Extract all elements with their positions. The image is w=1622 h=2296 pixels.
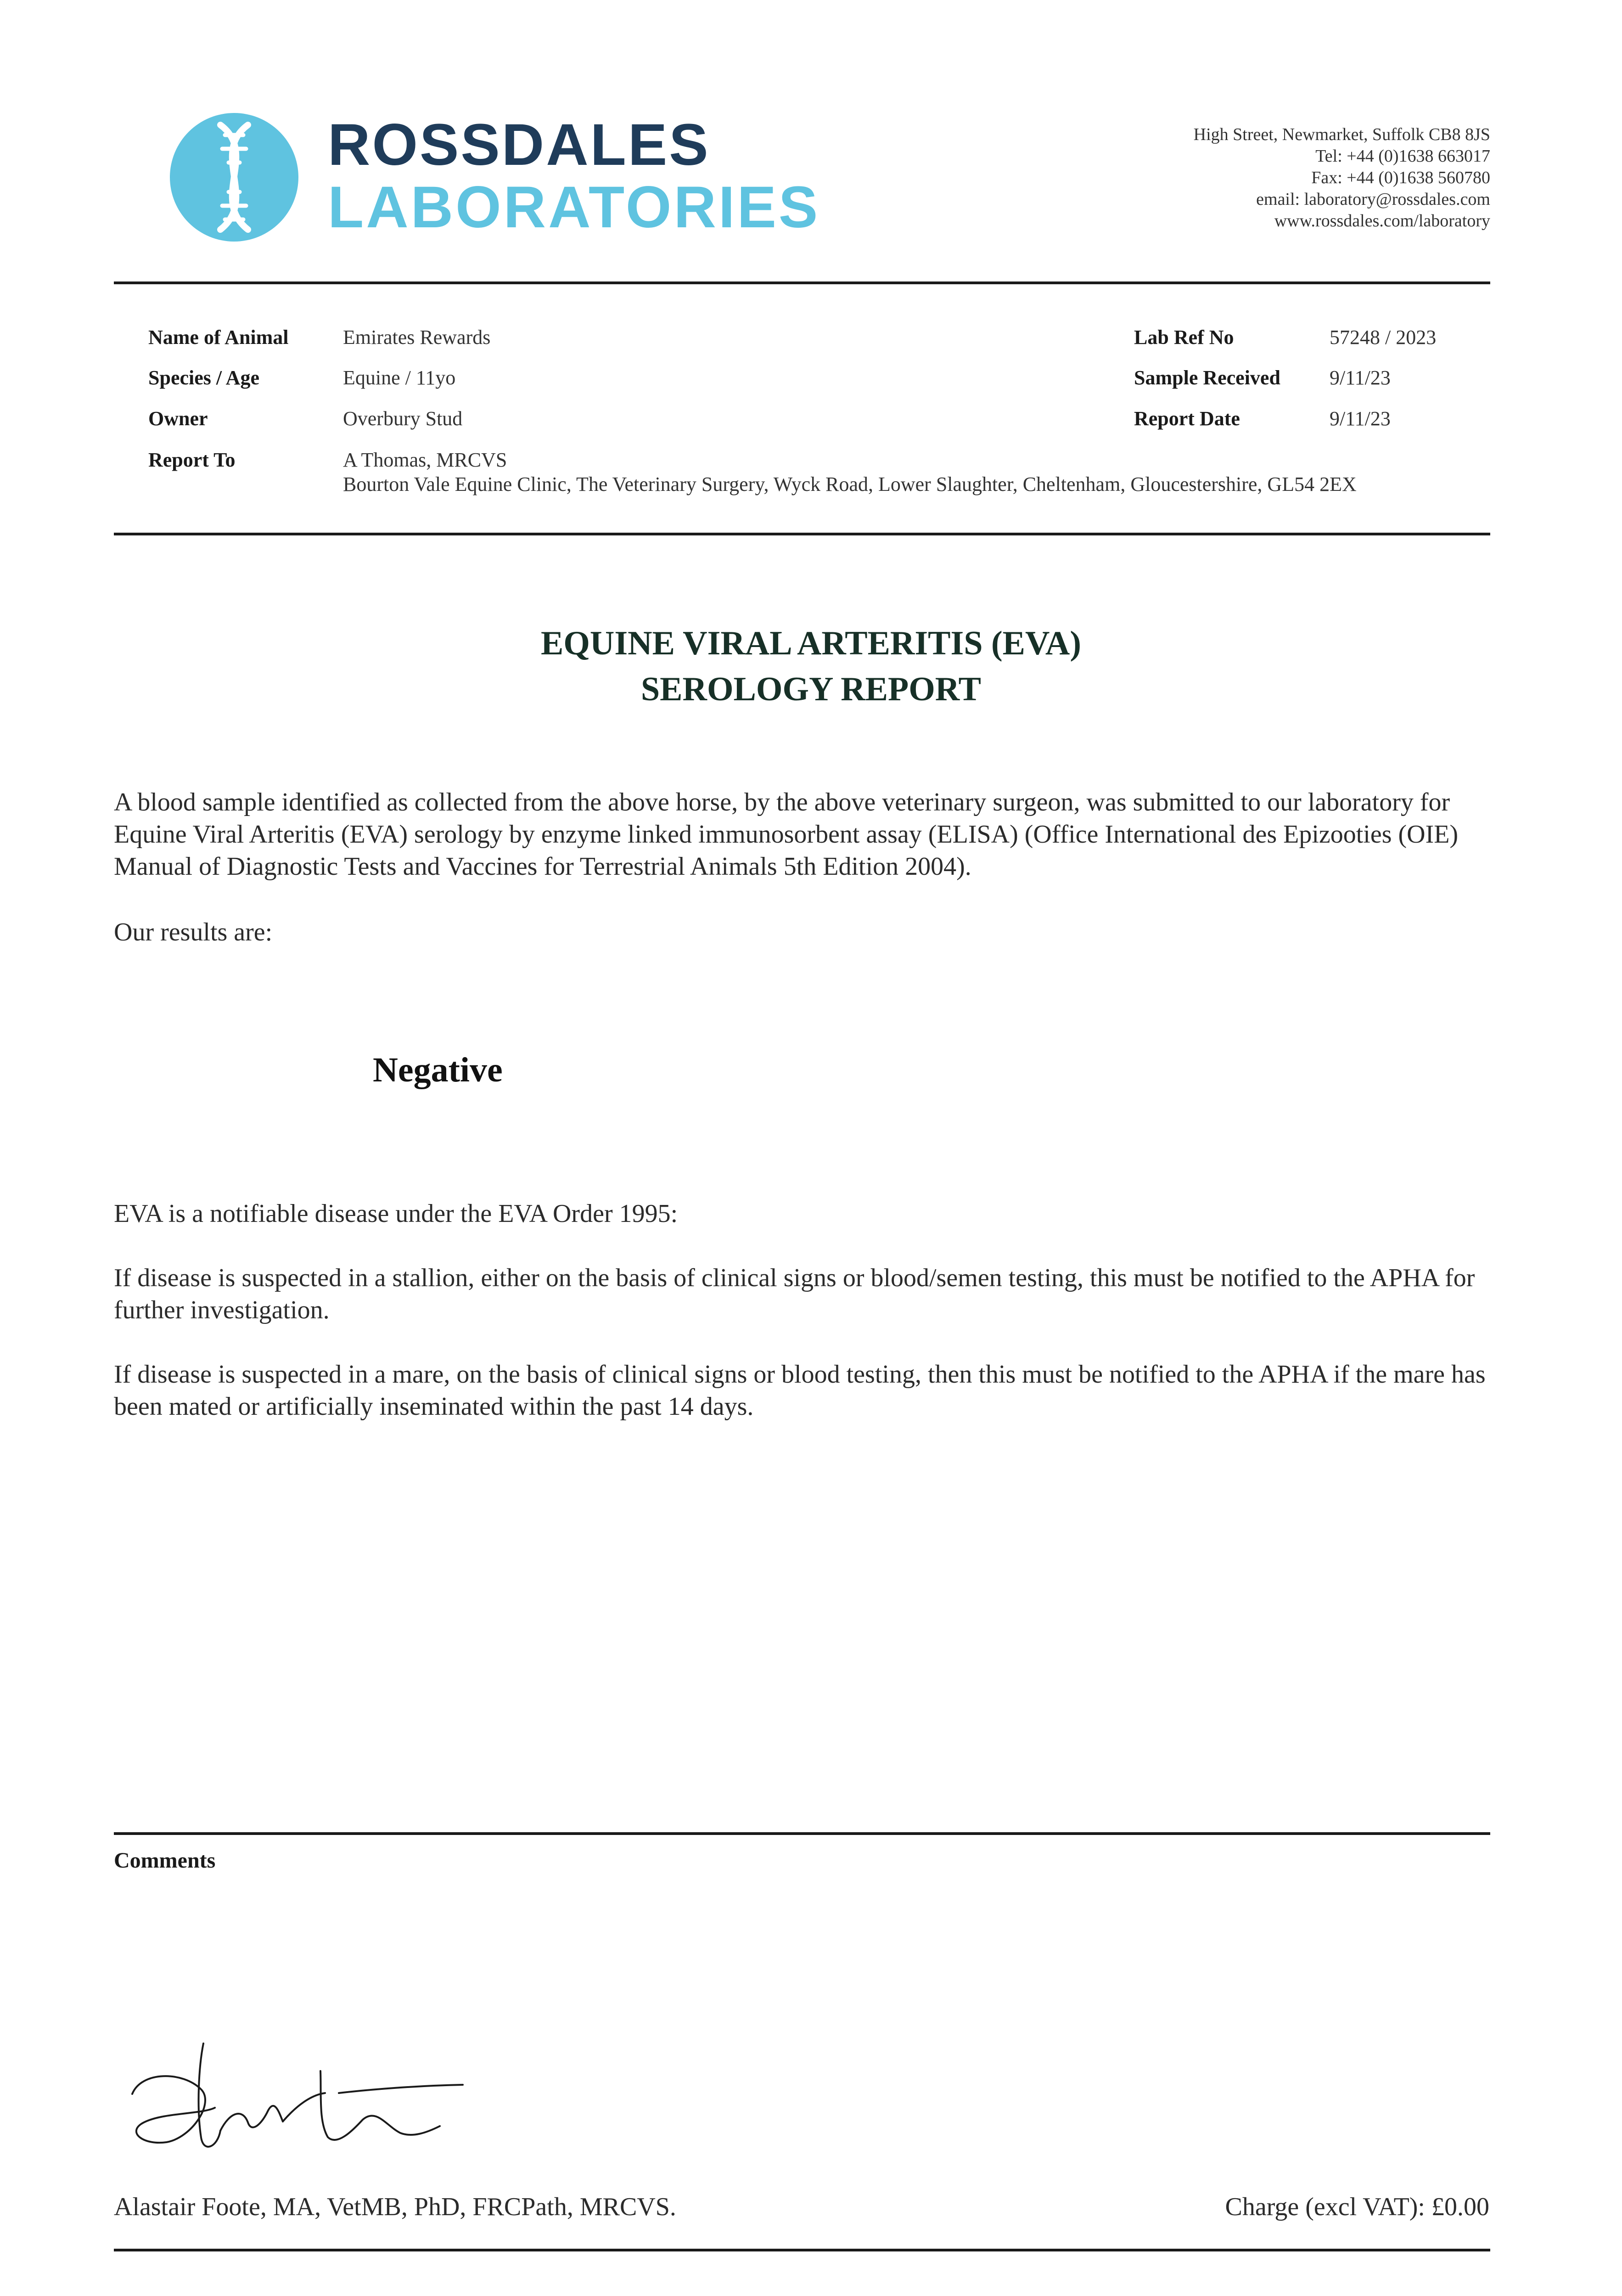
name-of-animal-value: Emirates Rewards (343, 326, 491, 349)
lab-ref-value: 57248 / 2023 (1330, 326, 1437, 349)
report-date-value: 9/11/23 (1330, 407, 1391, 430)
brand-name-line1: ROSSDALES (328, 112, 710, 178)
comments-divider (114, 1832, 1490, 1835)
header-divider (114, 281, 1490, 284)
signatory-name: Alastair Foote, MA, VetMB, PhD, FRCPath, MRCVS. (114, 2193, 676, 2221)
name-of-animal-label: Name of Animal (148, 326, 289, 349)
owner-value: Overbury Stud (343, 407, 463, 430)
signature (123, 2039, 472, 2167)
report-to-name: A Thomas, MRCVS (343, 449, 507, 471)
mare-notice: If disease is suspected in a mare, on the basis of clinical signs or blood testing, then this must be notified to the APHA if the mare has been mated or artificially inseminated within the past 14 days. (114, 1360, 1486, 1421)
report-to-address: Bourton Vale Equine Clinic, The Veterinary Surgery, Wyck Road, Lower Slaughter, Cheltenham, Gloucestershire, GL54 2EX (343, 473, 1357, 495)
contact-block (1194, 124, 1490, 232)
contact-address: High Street, Newmarket, Suffolk CB8 8JS (1193, 125, 1490, 144)
intro-paragraph: A blood sample identified as collected from the above horse, by the above veterinary surgeon, was submitted to our laboratory for Equine Viral Arteritis (EVA) serology by enzyme linked immunosorbent assay (ELISA) (Office International des Epizooties (OIE) Manual of Diagnostic Tests and Vaccines for Terrestrial Animals 5th Edition 2004). (114, 788, 1459, 881)
charge-amount: Charge (excl VAT): £0.00 (1225, 2193, 1489, 2221)
test-result: Negative (373, 1051, 503, 1089)
dna-helix-icon (169, 112, 299, 242)
notifiable-notice: EVA is a notifiable disease under the EVA Order 1995: (114, 1199, 678, 1228)
owner-label: Owner (148, 407, 208, 430)
contact-email[interactable]: email: laboratory@rossdales.com (1256, 190, 1490, 209)
sample-received-label: Sample Received (1134, 366, 1280, 389)
brand-name-line2: LABORATORIES (328, 174, 820, 240)
contact-tel: Tel: +44 (0)1638 663017 (1315, 146, 1490, 166)
details-divider (114, 533, 1490, 535)
footer-divider (114, 2249, 1490, 2251)
report-title-line1: EQUINE VIRAL ARTERITIS (EVA) (541, 625, 1081, 662)
contact-website[interactable]: www.rossdales.com/laboratory (1274, 211, 1490, 231)
contact-fax: Fax: +44 (0)1638 560780 (1311, 168, 1490, 187)
results-lead: Our results are: (114, 918, 273, 946)
stallion-notice: If disease is suspected in a stallion, either on the basis of clinical signs or blood/semen testing, this must be notified to the APHA for further investigation. (114, 1264, 1475, 1324)
comments-label: Comments (114, 1848, 216, 1873)
report-date-label: Report Date (1134, 407, 1240, 430)
sample-received-value: 9/11/23 (1330, 366, 1391, 389)
lab-ref-label: Lab Ref No (1134, 326, 1234, 349)
species-age-label: Species / Age (148, 366, 259, 389)
report-to-label: Report To (148, 449, 236, 471)
report-title-line2: SEROLOGY REPORT (641, 670, 981, 708)
species-age-value: Equine / 11yo (343, 366, 456, 389)
